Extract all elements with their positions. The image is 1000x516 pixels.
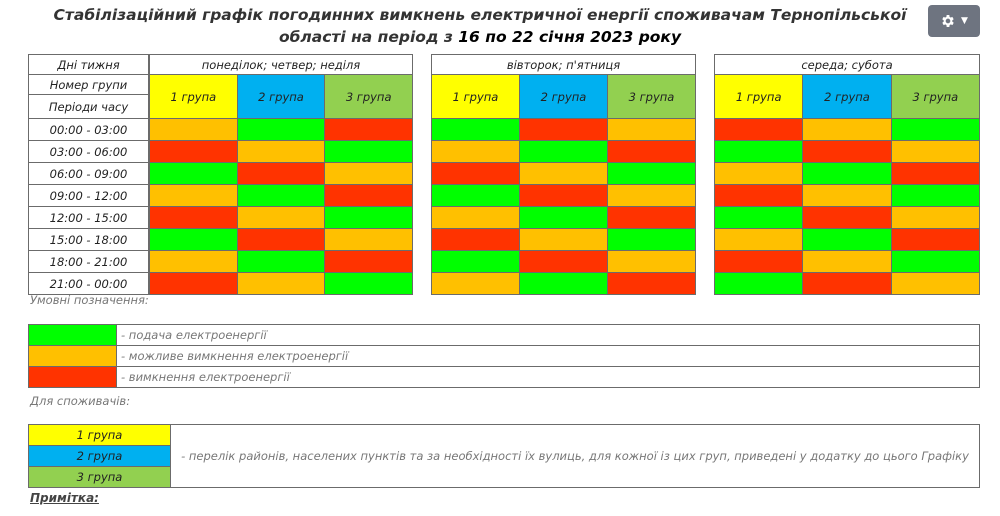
schedule-cell-group-3 [325,119,413,141]
schedule-cell-group-3 [325,207,413,229]
schedule-cell-group-3 [891,141,979,163]
schedule-cell-group-3 [325,273,413,295]
schedule-cell-group-3 [891,185,979,207]
gear-icon [940,13,956,29]
group-header-2: 2 група [520,75,608,119]
group-1-label: 1 група [29,425,171,446]
time-period-cell: 15:00 - 18:00 [29,229,149,251]
page-title [40,4,920,48]
schedule-cell-group-2 [237,229,325,251]
group-header-1: 1 група [715,75,803,119]
schedule-cell-group-2 [520,229,608,251]
schedule-cell-group-3 [891,163,979,185]
schedule-cell-group-1 [150,163,238,185]
settings-button[interactable] [928,5,980,37]
schedule-cell-group-3 [325,141,413,163]
schedule-cell-group-2 [803,163,891,185]
schedule-cell-group-1 [432,119,520,141]
schedule-cell-group-2 [520,207,608,229]
schedule-cell-group-2 [237,119,325,141]
group-header-1: 1 група [150,75,238,119]
schedule-cell-group-1 [432,207,520,229]
time-periods-label: Періоди часу [29,95,149,119]
schedule-cell-group-1 [150,207,238,229]
time-period-cell: 00:00 - 03:00 [29,119,149,141]
schedule-cell-group-3 [325,251,413,273]
schedule-cell-group-2 [520,141,608,163]
schedule-cell-group-3 [891,119,979,141]
group-header-2: 2 група [237,75,325,119]
schedule-cell-group-3 [608,229,696,251]
consumers-caption: Для споживачів: [30,394,131,408]
schedule-cell-group-1 [715,207,803,229]
time-period-cell: 21:00 - 00:00 [29,273,149,295]
group-header-3: 3 група [325,75,413,119]
schedule-cell-group-1 [150,119,238,141]
legend-text: - подача електроенергії [117,325,980,346]
note-label: Примітка: [30,491,99,505]
schedule-cell-group-1 [715,119,803,141]
schedule-cell-group-2 [803,119,891,141]
row-labels-table [28,54,149,295]
title-line-2-prefix: області на період з [278,28,459,46]
title-line-2 [40,26,920,48]
schedule-cell-group-1 [432,141,520,163]
schedule-cell-group-3 [325,163,413,185]
schedule-cell-group-2 [237,141,325,163]
schedule-cell-group-2 [520,163,608,185]
time-period-cell: 18:00 - 21:00 [29,251,149,273]
schedule-cell-group-1 [432,251,520,273]
schedule-cell-group-3 [891,251,979,273]
groups-description: - перелік районів, населених пунктів та за необхідності їх вулиць, для кожної із цих груп, приведені у додатку до цього Графіку [171,425,980,488]
schedule-cell-group-1 [715,251,803,273]
schedule-cell-group-3 [891,273,979,295]
schedule-cell-group-3 [325,229,413,251]
schedule-cell-group-2 [237,251,325,273]
schedule-cell-group-2 [803,185,891,207]
schedule-cell-group-3 [608,273,696,295]
schedule-cell-group-2 [803,207,891,229]
group-header-2: 2 група [803,75,891,119]
schedule-cell-group-2 [520,185,608,207]
schedule-cell-group-1 [150,273,238,295]
time-period-cell: 09:00 - 12:00 [29,185,149,207]
time-period-cell: 06:00 - 09:00 [29,163,149,185]
schedule-cell-group-3 [608,163,696,185]
schedule-cell-group-3 [325,185,413,207]
schedule-cell-group-2 [520,273,608,295]
schedule-cell-group-1 [150,141,238,163]
group-number-label: Номер групи [29,75,149,95]
schedule-cell-group-2 [803,273,891,295]
legend-text: - вимкнення електроенергії [117,367,980,388]
days-header: середа; субота [715,55,980,75]
legend-swatch [29,367,117,388]
schedule-cell-group-2 [803,251,891,273]
title-line-1: Стабілізаційний графік погодинних вимкнень електричної енергії споживачам Тернопільської [53,6,907,24]
days-label: Дні тижня [29,55,149,75]
schedule-block-mon-thu-sun [149,54,413,295]
group-header-1: 1 група [432,75,520,119]
schedule-cell-group-3 [608,207,696,229]
schedule-cell-group-1 [715,141,803,163]
schedule-block-tue-fri [431,54,696,295]
schedule-cell-group-1 [715,229,803,251]
schedule-cell-group-3 [608,119,696,141]
legend-text: - можливе вимкнення електроенергії [117,346,980,367]
chevron-down-icon: ▼ [961,16,968,26]
schedule-cell-group-1 [715,185,803,207]
schedule-cell-group-2 [520,251,608,273]
schedule-cell-group-3 [608,185,696,207]
schedule-cell-group-3 [608,141,696,163]
schedule-cell-group-3 [891,229,979,251]
schedule-cell-group-2 [520,119,608,141]
schedule-cell-group-1 [150,229,238,251]
schedule-cell-group-2 [237,185,325,207]
group-2-label: 2 група [29,446,171,467]
legend-swatch [29,325,117,346]
days-header: вівторок; п'ятниця [432,55,696,75]
schedule-cell-group-2 [803,229,891,251]
schedule-block-wed-sat [714,54,980,295]
schedule-cell-group-1 [432,273,520,295]
schedule-cell-group-1 [150,251,238,273]
schedule-cell-group-1 [715,273,803,295]
schedule-cell-group-2 [803,141,891,163]
schedule-cell-group-2 [237,163,325,185]
legend-swatch [29,346,117,367]
schedule-cell-group-1 [150,185,238,207]
time-period-cell: 03:00 - 06:00 [29,141,149,163]
schedule-cell-group-2 [237,273,325,295]
schedule-cell-group-1 [715,163,803,185]
time-period-cell: 12:00 - 15:00 [29,207,149,229]
title-period: 16 по 22 січня 2023 року [458,28,682,46]
schedule-cell-group-2 [237,207,325,229]
legend-caption: Умовні позначення: [30,293,149,307]
days-header: понеділок; четвер; неділя [150,55,413,75]
groups-table [28,424,980,488]
schedule-cell-group-1 [432,229,520,251]
group-header-3: 3 група [891,75,979,119]
legend-table [28,324,980,388]
schedule-cell-group-3 [891,207,979,229]
group-header-3: 3 група [608,75,696,119]
schedule-cell-group-3 [608,251,696,273]
group-3-label: 3 група [29,467,171,488]
schedule-cell-group-1 [432,185,520,207]
schedule-cell-group-1 [432,163,520,185]
